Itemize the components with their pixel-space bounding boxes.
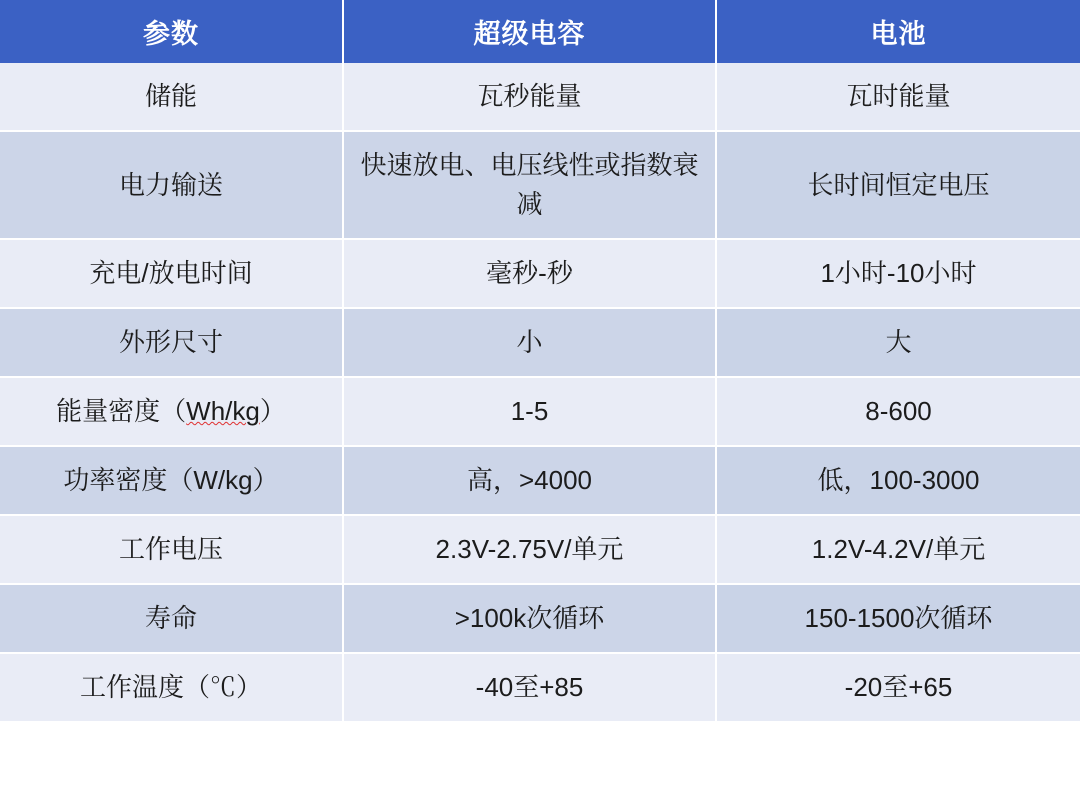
column-header-supercapacitor: 超级电容 [343,0,716,63]
cell-battery: 长时间恒定电压 [716,131,1080,239]
cell-battery: 大 [716,308,1080,377]
cell-battery: 瓦时能量 [716,63,1080,131]
cell-parameter: 寿命 [0,584,343,653]
cell-parameter: 储能 [0,63,343,131]
cell-parameter: 功率密度（W/kg） [0,446,343,515]
table-header [0,0,1080,63]
cell-supercapacitor: 快速放电、电压线性或指数衰减 [343,131,716,239]
column-header-parameter: 参数 [0,0,343,63]
table-row [0,377,1080,446]
cell-battery: 150-1500次循环 [716,584,1080,653]
table-row [0,446,1080,515]
cell-battery: 1小时-10小时 [716,239,1080,308]
table-row [0,63,1080,131]
table-body [0,63,1080,722]
table-row [0,515,1080,584]
cell-supercapacitor: 1-5 [343,377,716,446]
column-header-battery: 电池 [716,0,1080,63]
table-header-row [0,0,1080,63]
cell-supercapacitor: 高，>4000 [343,446,716,515]
cell-parameter: 工作电压 [0,515,343,584]
table-row [0,131,1080,239]
cell-supercapacitor: 瓦秒能量 [343,63,716,131]
cell-parameter: 外形尺寸 [0,308,343,377]
cell-battery: -20至+65 [716,653,1080,722]
cell-battery: 1.2V-4.2V/单元 [716,515,1080,584]
cell-supercapacitor: 毫秒-秒 [343,239,716,308]
cell-battery: 8-600 [716,377,1080,446]
table-row [0,308,1080,377]
cell-parameter: 工作温度（℃） [0,653,343,722]
cell-parameter: 能量密度（Wh/kg） [0,377,343,446]
cell-supercapacitor: 小 [343,308,716,377]
cell-parameter: 电力输送 [0,131,343,239]
cell-parameter: 充电/放电时间 [0,239,343,308]
cell-supercapacitor: >100k次循环 [343,584,716,653]
table-row [0,239,1080,308]
table-row [0,653,1080,722]
cell-supercapacitor: 2.3V-2.75V/单元 [343,515,716,584]
cell-battery: 低，100-3000 [716,446,1080,515]
table-row [0,584,1080,653]
cell-supercapacitor: -40至+85 [343,653,716,722]
